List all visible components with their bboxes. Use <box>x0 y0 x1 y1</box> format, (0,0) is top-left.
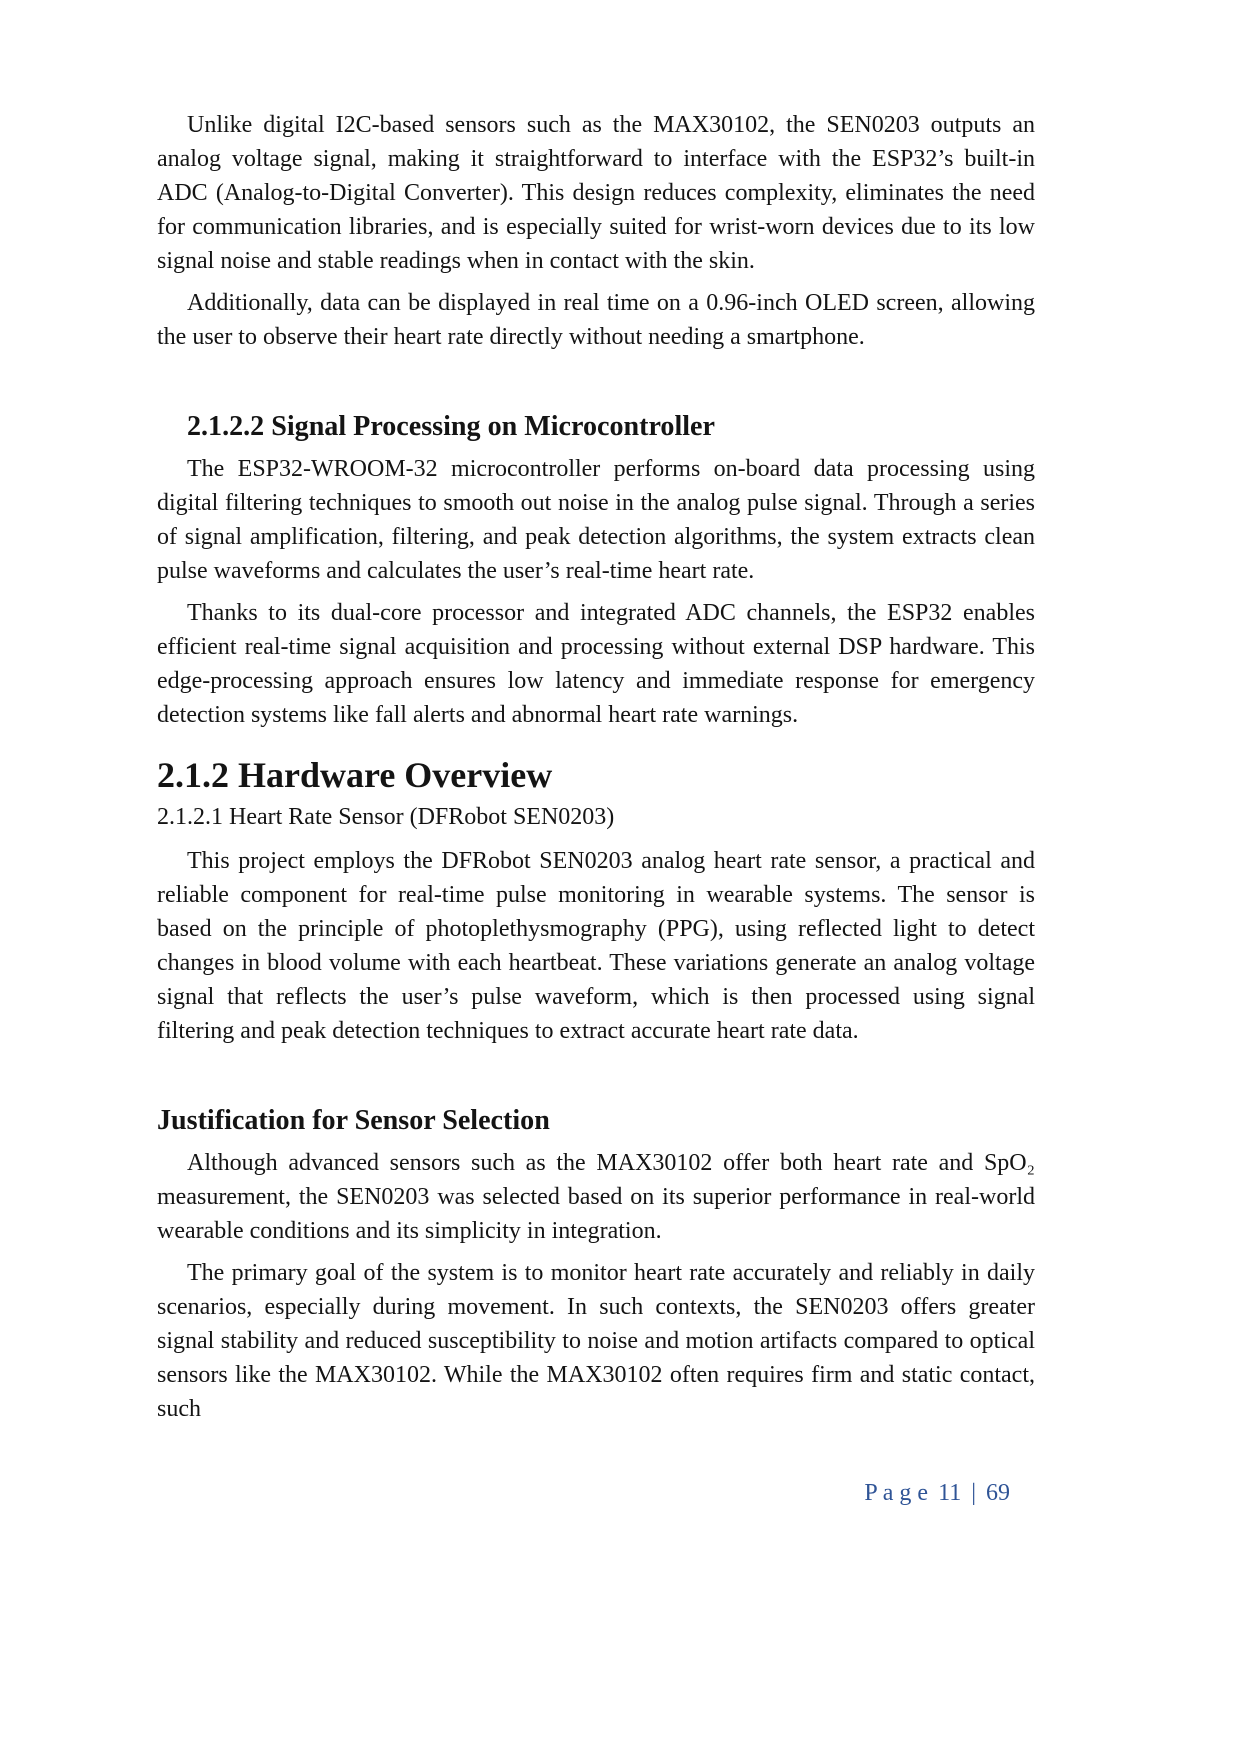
paragraph-primary-goal: The primary goal of the system is to monitor heart rate accurately and reliably in daily scenarios, especially during movement. In such contexts, the SEN0203 offers greater signal stability and reduced susceptibility to noise and motion artifacts compared to optical sensors like the MAX30102. While the MAX30102 often requires firm and static contact, such <box>157 1260 1035 1422</box>
footer-page-label: P a g e <box>864 1480 929 1506</box>
heading-signal-processing: 2.1.2.2 Signal Processing on Microcontroller <box>187 411 715 442</box>
subheading-heart-rate-sensor: 2.1.2.1 Heart Rate Sensor (DFRobot SEN0203) <box>157 804 615 830</box>
paragraph-sensor-comparison: Although advanced sensors such as the MAX30102 offer both heart rate and SpO₂ measurement, the SEN0203 was selected based on its superior performance in real-world wearable conditions and its simplicity in integration. <box>157 1150 1035 1244</box>
paragraph-sen0203-adc: Unlike digital I2C-based sensors such as the MAX30102, the SEN0203 outputs an analog voltage signal, making it straightforward to interface with the ESP32’s built-in ADC (Analog-to-Digital Converter). This design reduces complexity, eliminates the need for communication libraries, and is especially suited for wrist-worn devices due to its low signal noise and stable readings when in contact with the skin. <box>157 112 1035 274</box>
page-footer <box>864 1476 1010 1510</box>
footer-separator-icon: | <box>971 1480 976 1506</box>
paragraph-oled-display: Additionally, data can be displayed in real time on a 0.96-inch OLED screen, allowing the user to observe their heart rate directly without needing a smartphone. <box>157 290 1035 350</box>
paragraph-dual-core: Thanks to its dual-core processor and integrated ADC channels, the ESP32 enables efficient real-time signal acquisition and processing without external DSP hardware. This edge-processing approach ensures low latency and immediate response for emergency detection systems like fall alerts and abnormal heart rate warnings. <box>157 600 1035 728</box>
paragraph-esp32-filtering: The ESP32-WROOM-32 microcontroller performs on-board data processing using digital filtering techniques to smooth out noise in the analog pulse signal. Through a series of signal amplification, filtering, and peak detection algorithms, the system extracts clean pulse waveforms and calculates the user’s real-time heart rate. <box>157 456 1035 584</box>
heading-justification: Justification for Sensor Selection <box>157 1105 550 1136</box>
footer-page-total: 69 <box>986 1480 1010 1506</box>
heading-hardware-overview: 2.1.2 Hardware Overview <box>157 755 553 795</box>
paragraph-dfrobot-sensor: This project employs the DFRobot SEN0203 analog heart rate sensor, a practical and reliable component for real-time pulse monitoring in wearable systems. The sensor is based on the principle of photoplethysmography (PPG), using reflected light to detect changes in blood volume with each heartbeat. These variations generate an analog voltage signal that reflects the user’s pulse waveform, which is then processed using signal filtering and peak detection techniques to extract accurate heart rate data. <box>157 848 1035 1044</box>
footer-page-number: 11 <box>938 1480 962 1506</box>
